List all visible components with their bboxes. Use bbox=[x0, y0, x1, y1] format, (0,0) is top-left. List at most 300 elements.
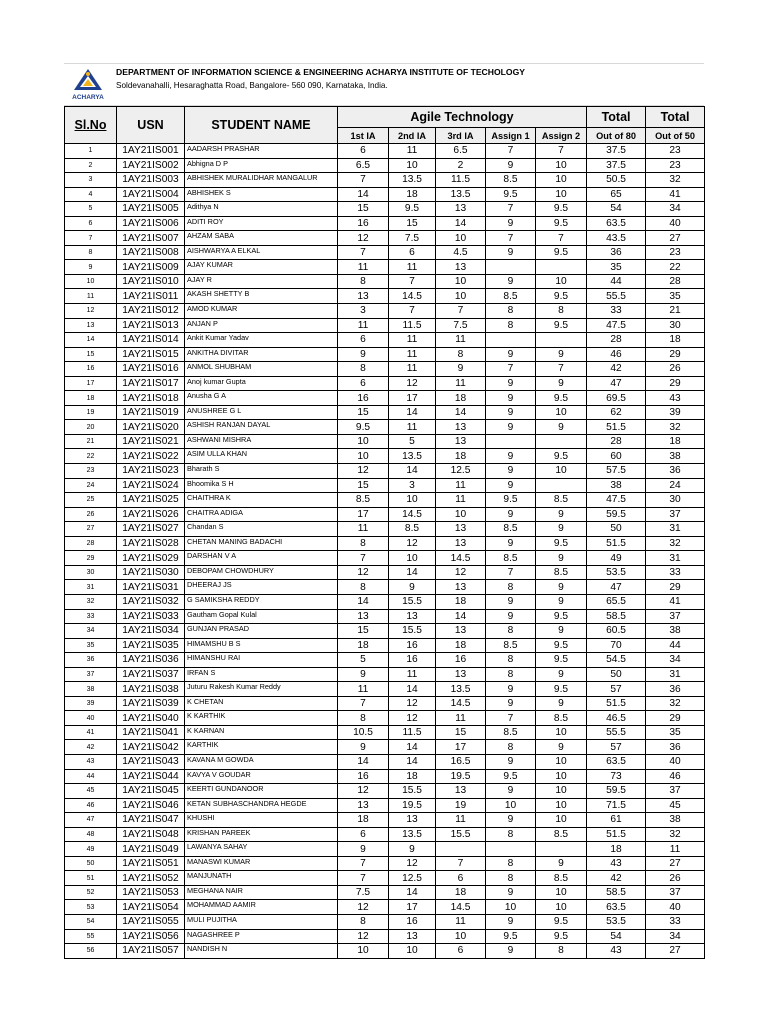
table-row bbox=[65, 754, 705, 769]
assign1-cell: 9 bbox=[486, 784, 536, 799]
total-50-cell: 24 bbox=[646, 478, 705, 493]
total-80-cell: 55.5 bbox=[587, 289, 646, 304]
table-header bbox=[65, 107, 705, 144]
ia1-cell: 9 bbox=[338, 740, 389, 755]
assign2-cell: 10 bbox=[536, 173, 587, 188]
usn-cell: 1AY21IS039 bbox=[117, 696, 185, 711]
ia2-cell: 13 bbox=[389, 813, 436, 828]
usn-cell: 1AY21IS005 bbox=[117, 202, 185, 217]
ia2-cell: 8.5 bbox=[389, 522, 436, 537]
assign1-cell: 9 bbox=[486, 449, 536, 464]
sl-no-cell: 6 bbox=[65, 216, 117, 231]
assign2-cell: 10 bbox=[536, 769, 587, 784]
assign1-cell: 7 bbox=[486, 202, 536, 217]
assign1-cell: 9 bbox=[486, 158, 536, 173]
sl-no-cell: 56 bbox=[65, 944, 117, 959]
assign1-cell: 9 bbox=[486, 376, 536, 391]
ia3-cell: 6 bbox=[436, 944, 486, 959]
department-title: DEPARTMENT OF INFORMATION SCIENCE & ENGINEERING ACHARYA INSTITUTE OF TECHOLOGY bbox=[116, 67, 526, 77]
student-name-cell: CHETAN MANING BADACHI bbox=[185, 536, 338, 551]
ia3-cell: 11 bbox=[436, 813, 486, 828]
institute-address: Soldevanahalli, Hesaraghatta Road, Bangalore- 560 090, Karnataka, India. bbox=[116, 81, 388, 90]
total-80-cell: 73 bbox=[587, 769, 646, 784]
table-row bbox=[65, 289, 705, 304]
assign1-cell: 9 bbox=[486, 813, 536, 828]
table-row bbox=[65, 711, 705, 726]
total-50-cell: 18 bbox=[646, 434, 705, 449]
col-header-assign-1: Assign 1 bbox=[486, 128, 536, 144]
total-50-cell: 46 bbox=[646, 769, 705, 784]
total-80-cell: 69.5 bbox=[587, 391, 646, 406]
total-50-cell: 35 bbox=[646, 289, 705, 304]
table-row bbox=[65, 376, 705, 391]
ia3-cell: 10 bbox=[436, 289, 486, 304]
usn-cell: 1AY21IS025 bbox=[117, 493, 185, 508]
total-50-cell: 26 bbox=[646, 871, 705, 886]
assign2-cell: 10 bbox=[536, 187, 587, 202]
student-name-cell: HIMANSHU RAI bbox=[185, 653, 338, 668]
sl-no-cell: 44 bbox=[65, 769, 117, 784]
student-name-cell: LAWANYA SAHAY bbox=[185, 842, 338, 857]
sl-no-cell: 4 bbox=[65, 187, 117, 202]
table-row bbox=[65, 929, 705, 944]
ia2-cell: 12 bbox=[389, 376, 436, 391]
usn-cell: 1AY21IS019 bbox=[117, 405, 185, 420]
total-80-cell: 43 bbox=[587, 944, 646, 959]
table-row bbox=[65, 274, 705, 289]
assign2-cell: 9 bbox=[536, 856, 587, 871]
table-row bbox=[65, 638, 705, 653]
total-50-cell: 38 bbox=[646, 449, 705, 464]
total-50-cell: 37 bbox=[646, 609, 705, 624]
sl-no-cell: 33 bbox=[65, 609, 117, 624]
student-name-cell: AADARSH PRASHAR bbox=[185, 144, 338, 159]
usn-cell: 1AY21IS044 bbox=[117, 769, 185, 784]
ia1-cell: 17 bbox=[338, 507, 389, 522]
assign2-cell: 9.5 bbox=[536, 653, 587, 668]
total-80-cell: 18 bbox=[587, 842, 646, 857]
table-row bbox=[65, 478, 705, 493]
ia3-cell: 6 bbox=[436, 871, 486, 886]
total-80-cell: 42 bbox=[587, 871, 646, 886]
ia1-cell: 13 bbox=[338, 798, 389, 813]
ia3-cell: 13 bbox=[436, 536, 486, 551]
total-50-cell: 38 bbox=[646, 813, 705, 828]
ia3-cell: 11 bbox=[436, 478, 486, 493]
student-name-cell: ASHISH RANJAN DAYAL bbox=[185, 420, 338, 435]
ia2-cell: 13.5 bbox=[389, 827, 436, 842]
sl-no-cell: 25 bbox=[65, 493, 117, 508]
ia2-cell: 16 bbox=[389, 914, 436, 929]
student-name-cell: KEERTI GUNDANOOR bbox=[185, 784, 338, 799]
usn-cell: 1AY21IS009 bbox=[117, 260, 185, 275]
sl-no-cell: 41 bbox=[65, 725, 117, 740]
col-header-usn: USN bbox=[117, 107, 185, 144]
total-80-cell: 42 bbox=[587, 362, 646, 377]
usn-cell: 1AY21IS015 bbox=[117, 347, 185, 362]
assign2-cell: 9 bbox=[536, 594, 587, 609]
assign1-cell: 8 bbox=[486, 624, 536, 639]
table-row bbox=[65, 522, 705, 537]
usn-cell: 1AY21IS034 bbox=[117, 624, 185, 639]
sl-no-cell: 51 bbox=[65, 871, 117, 886]
ia2-cell: 14 bbox=[389, 885, 436, 900]
total-80-cell: 50 bbox=[587, 667, 646, 682]
ia1-cell: 5 bbox=[338, 653, 389, 668]
assign1-cell: 8.5 bbox=[486, 725, 536, 740]
student-name-cell: Bharath S bbox=[185, 464, 338, 479]
table-row bbox=[65, 551, 705, 566]
usn-cell: 1AY21IS035 bbox=[117, 638, 185, 653]
assign2-cell: 9.5 bbox=[536, 609, 587, 624]
table-row bbox=[65, 667, 705, 682]
assign2-cell: 10 bbox=[536, 885, 587, 900]
ia2-cell: 15.5 bbox=[389, 594, 436, 609]
total-50-cell: 30 bbox=[646, 318, 705, 333]
ia2-cell: 18 bbox=[389, 187, 436, 202]
ia1-cell: 7 bbox=[338, 871, 389, 886]
total-80-cell: 55.5 bbox=[587, 725, 646, 740]
total-80-cell: 63.5 bbox=[587, 900, 646, 915]
assign2-cell: 9 bbox=[536, 580, 587, 595]
sl-no-cell: 12 bbox=[65, 304, 117, 319]
total-80-cell: 49 bbox=[587, 551, 646, 566]
ia3-cell: 14 bbox=[436, 609, 486, 624]
sl-no-cell: 14 bbox=[65, 333, 117, 348]
total-50-cell: 27 bbox=[646, 231, 705, 246]
ia3-cell: 13 bbox=[436, 420, 486, 435]
usn-cell: 1AY21IS047 bbox=[117, 813, 185, 828]
total-50-cell: 29 bbox=[646, 347, 705, 362]
total-80-cell: 43.5 bbox=[587, 231, 646, 246]
ia3-cell: 6.5 bbox=[436, 144, 486, 159]
student-name-cell: ADITI ROY bbox=[185, 216, 338, 231]
assign2-cell: 10 bbox=[536, 464, 587, 479]
table-row bbox=[65, 740, 705, 755]
total-50-cell: 23 bbox=[646, 158, 705, 173]
col-header-1st-ia: 1st IA bbox=[338, 128, 389, 144]
col-header-assign-2: Assign 2 bbox=[536, 128, 587, 144]
ia1-cell: 15 bbox=[338, 624, 389, 639]
table-row bbox=[65, 405, 705, 420]
total-80-cell: 37.5 bbox=[587, 144, 646, 159]
usn-cell: 1AY21IS045 bbox=[117, 784, 185, 799]
table-body bbox=[65, 144, 705, 959]
total-80-cell: 47.5 bbox=[587, 318, 646, 333]
ia3-cell: 13 bbox=[436, 260, 486, 275]
student-name-cell: Anoj kumar Gupta bbox=[185, 376, 338, 391]
total-80-cell: 58.5 bbox=[587, 885, 646, 900]
col-header-agile-technology: Agile Technology bbox=[338, 107, 587, 128]
total-80-cell: 59.5 bbox=[587, 507, 646, 522]
student-name-cell: Gautham Gopal Kulal bbox=[185, 609, 338, 624]
usn-cell: 1AY21IS002 bbox=[117, 158, 185, 173]
table-row bbox=[65, 333, 705, 348]
ia2-cell: 10 bbox=[389, 493, 436, 508]
ia3-cell: 15 bbox=[436, 725, 486, 740]
ia1-cell: 9.5 bbox=[338, 420, 389, 435]
ia3-cell: 10 bbox=[436, 929, 486, 944]
assign1-cell bbox=[486, 434, 536, 449]
usn-cell: 1AY21IS028 bbox=[117, 536, 185, 551]
ia2-cell: 7.5 bbox=[389, 231, 436, 246]
table-row bbox=[65, 609, 705, 624]
assign1-cell: 8.5 bbox=[486, 638, 536, 653]
sl-no-cell: 28 bbox=[65, 536, 117, 551]
sl-no-cell: 55 bbox=[65, 929, 117, 944]
table-row bbox=[65, 871, 705, 886]
ia1-cell: 8 bbox=[338, 362, 389, 377]
ia3-cell: 13 bbox=[436, 784, 486, 799]
total-80-cell: 57 bbox=[587, 682, 646, 697]
usn-cell: 1AY21IS048 bbox=[117, 827, 185, 842]
ia3-cell: 8 bbox=[436, 347, 486, 362]
assign1-cell: 8.5 bbox=[486, 289, 536, 304]
usn-cell: 1AY21IS001 bbox=[117, 144, 185, 159]
total-50-cell: 32 bbox=[646, 536, 705, 551]
ia3-cell: 16.5 bbox=[436, 754, 486, 769]
total-50-cell: 23 bbox=[646, 245, 705, 260]
ia3-cell: 14 bbox=[436, 216, 486, 231]
assign1-cell: 10 bbox=[486, 798, 536, 813]
assign1-cell: 8.5 bbox=[486, 173, 536, 188]
assign1-cell: 9.5 bbox=[486, 929, 536, 944]
student-name-cell: Ankit Kumar Yadav bbox=[185, 333, 338, 348]
usn-cell: 1AY21IS026 bbox=[117, 507, 185, 522]
col-header-out-of-50: Out of 50 bbox=[646, 128, 705, 144]
ia1-cell: 18 bbox=[338, 813, 389, 828]
ia2-cell: 13.5 bbox=[389, 449, 436, 464]
usn-cell: 1AY21IS013 bbox=[117, 318, 185, 333]
ia1-cell: 18 bbox=[338, 638, 389, 653]
total-80-cell: 63.5 bbox=[587, 216, 646, 231]
assign1-cell: 7 bbox=[486, 231, 536, 246]
total-80-cell: 33 bbox=[587, 304, 646, 319]
ia2-cell: 11.5 bbox=[389, 318, 436, 333]
total-80-cell: 51.5 bbox=[587, 696, 646, 711]
usn-cell: 1AY21IS017 bbox=[117, 376, 185, 391]
student-name-cell: KHUSHI bbox=[185, 813, 338, 828]
usn-cell: 1AY21IS049 bbox=[117, 842, 185, 857]
assign2-cell: 9.5 bbox=[536, 536, 587, 551]
ia3-cell: 11 bbox=[436, 376, 486, 391]
marks-sheet bbox=[64, 63, 704, 959]
total-50-cell: 29 bbox=[646, 711, 705, 726]
table-row bbox=[65, 216, 705, 231]
sl-no-cell: 1 bbox=[65, 144, 117, 159]
sl-no-cell: 5 bbox=[65, 202, 117, 217]
table-row bbox=[65, 696, 705, 711]
assign2-cell: 9 bbox=[536, 667, 587, 682]
total-50-cell: 40 bbox=[646, 754, 705, 769]
ia2-cell: 14 bbox=[389, 740, 436, 755]
total-50-cell: 39 bbox=[646, 405, 705, 420]
student-name-cell: ANKITHA DIVITAR bbox=[185, 347, 338, 362]
ia1-cell: 8 bbox=[338, 914, 389, 929]
table-row bbox=[65, 434, 705, 449]
assign2-cell: 10 bbox=[536, 900, 587, 915]
total-50-cell: 27 bbox=[646, 944, 705, 959]
ia1-cell: 14 bbox=[338, 594, 389, 609]
assign1-cell: 9.5 bbox=[486, 187, 536, 202]
assign2-cell: 9 bbox=[536, 420, 587, 435]
student-name-cell: DARSHAN V A bbox=[185, 551, 338, 566]
sl-no-cell: 19 bbox=[65, 405, 117, 420]
table-row bbox=[65, 362, 705, 377]
assign1-cell: 8 bbox=[486, 667, 536, 682]
total-80-cell: 61 bbox=[587, 813, 646, 828]
ia2-cell: 11 bbox=[389, 420, 436, 435]
student-name-cell: MOHAMMAD AAMIR bbox=[185, 900, 338, 915]
assign1-cell: 7 bbox=[486, 144, 536, 159]
ia3-cell: 15.5 bbox=[436, 827, 486, 842]
total-80-cell: 47 bbox=[587, 376, 646, 391]
table-row bbox=[65, 231, 705, 246]
col-header-2nd-ia: 2nd IA bbox=[389, 128, 436, 144]
assign2-cell bbox=[536, 478, 587, 493]
ia1-cell: 3 bbox=[338, 304, 389, 319]
total-50-cell: 27 bbox=[646, 856, 705, 871]
assign2-cell: 9.5 bbox=[536, 682, 587, 697]
assign2-cell bbox=[536, 333, 587, 348]
ia3-cell: 14 bbox=[436, 405, 486, 420]
usn-cell: 1AY21IS042 bbox=[117, 740, 185, 755]
assign1-cell: 9 bbox=[486, 420, 536, 435]
ia3-cell: 9 bbox=[436, 362, 486, 377]
assign1-cell: 9 bbox=[486, 682, 536, 697]
total-50-cell: 26 bbox=[646, 362, 705, 377]
col-header-3rd-ia: 3rd IA bbox=[436, 128, 486, 144]
total-80-cell: 60 bbox=[587, 449, 646, 464]
student-name-cell: KAVANA M GOWDA bbox=[185, 754, 338, 769]
assign1-cell: 8 bbox=[486, 856, 536, 871]
total-50-cell: 32 bbox=[646, 420, 705, 435]
ia1-cell: 7 bbox=[338, 551, 389, 566]
ia1-cell: 12 bbox=[338, 231, 389, 246]
assign1-cell: 8 bbox=[486, 653, 536, 668]
total-50-cell: 36 bbox=[646, 464, 705, 479]
student-name-cell: AHZAM SABA bbox=[185, 231, 338, 246]
ia3-cell: 18 bbox=[436, 391, 486, 406]
usn-cell: 1AY21IS037 bbox=[117, 667, 185, 682]
total-50-cell: 41 bbox=[646, 594, 705, 609]
ia1-cell: 9 bbox=[338, 842, 389, 857]
usn-cell: 1AY21IS051 bbox=[117, 856, 185, 871]
sl-no-cell: 3 bbox=[65, 173, 117, 188]
assign2-cell: 9 bbox=[536, 507, 587, 522]
assign2-cell: 9.5 bbox=[536, 638, 587, 653]
sl-no-cell: 47 bbox=[65, 813, 117, 828]
sl-no-cell: 43 bbox=[65, 754, 117, 769]
ia3-cell: 18 bbox=[436, 638, 486, 653]
assign2-cell: 10 bbox=[536, 754, 587, 769]
sl-no-cell: 16 bbox=[65, 362, 117, 377]
student-name-cell: ASIM ULLA KHAN bbox=[185, 449, 338, 464]
ia2-cell: 12 bbox=[389, 696, 436, 711]
total-50-cell: 45 bbox=[646, 798, 705, 813]
assign1-cell: 9 bbox=[486, 216, 536, 231]
sl-no-cell: 45 bbox=[65, 784, 117, 799]
ia2-cell: 9 bbox=[389, 580, 436, 595]
usn-cell: 1AY21IS033 bbox=[117, 609, 185, 624]
total-50-cell: 37 bbox=[646, 885, 705, 900]
ia3-cell: 11 bbox=[436, 493, 486, 508]
student-name-cell: ABHISHEK MURALIDHAR MANGALUR bbox=[185, 173, 338, 188]
assign2-cell: 8.5 bbox=[536, 711, 587, 726]
ia2-cell: 9.5 bbox=[389, 202, 436, 217]
usn-cell: 1AY21IS041 bbox=[117, 725, 185, 740]
usn-cell: 1AY21IS023 bbox=[117, 464, 185, 479]
assign1-cell: 9.5 bbox=[486, 769, 536, 784]
table-row bbox=[65, 784, 705, 799]
ia2-cell: 11 bbox=[389, 260, 436, 275]
table-row bbox=[65, 798, 705, 813]
sl-no-cell: 42 bbox=[65, 740, 117, 755]
ia1-cell: 15 bbox=[338, 478, 389, 493]
total-80-cell: 65 bbox=[587, 187, 646, 202]
ia2-cell: 17 bbox=[389, 391, 436, 406]
ia3-cell: 18 bbox=[436, 449, 486, 464]
sl-no-cell: 9 bbox=[65, 260, 117, 275]
assign1-cell: 9 bbox=[486, 885, 536, 900]
ia2-cell: 12 bbox=[389, 536, 436, 551]
ia1-cell: 8 bbox=[338, 536, 389, 551]
ia1-cell: 8 bbox=[338, 274, 389, 289]
ia2-cell: 11 bbox=[389, 144, 436, 159]
assign1-cell: 9 bbox=[486, 478, 536, 493]
ia3-cell: 7 bbox=[436, 304, 486, 319]
student-name-cell: Adithya N bbox=[185, 202, 338, 217]
table-row bbox=[65, 653, 705, 668]
student-name-cell: ANMOL SHUBHAM bbox=[185, 362, 338, 377]
ia1-cell: 15 bbox=[338, 202, 389, 217]
sl-no-cell: 24 bbox=[65, 478, 117, 493]
student-name-cell: CHAITHRA K bbox=[185, 493, 338, 508]
ia1-cell: 16 bbox=[338, 391, 389, 406]
ia3-cell: 10 bbox=[436, 231, 486, 246]
table-row bbox=[65, 158, 705, 173]
ia3-cell: 13 bbox=[436, 202, 486, 217]
ia1-cell: 6.5 bbox=[338, 158, 389, 173]
total-80-cell: 28 bbox=[587, 434, 646, 449]
usn-cell: 1AY21IS010 bbox=[117, 274, 185, 289]
assign1-cell: 9 bbox=[486, 347, 536, 362]
assign2-cell: 10 bbox=[536, 274, 587, 289]
ia2-cell: 13 bbox=[389, 609, 436, 624]
table-row bbox=[65, 856, 705, 871]
sl-no-cell: 8 bbox=[65, 245, 117, 260]
student-name-cell: ABHISHEK S bbox=[185, 187, 338, 202]
ia2-cell: 13 bbox=[389, 929, 436, 944]
ia3-cell: 14.5 bbox=[436, 900, 486, 915]
total-80-cell: 54 bbox=[587, 929, 646, 944]
table-row bbox=[65, 304, 705, 319]
ia2-cell: 14 bbox=[389, 405, 436, 420]
total-50-cell: 29 bbox=[646, 376, 705, 391]
table-row bbox=[65, 420, 705, 435]
usn-cell: 1AY21IS054 bbox=[117, 900, 185, 915]
ia2-cell: 10 bbox=[389, 158, 436, 173]
assign1-cell: 9 bbox=[486, 754, 536, 769]
assign2-cell: 8.5 bbox=[536, 493, 587, 508]
ia3-cell: 12.5 bbox=[436, 464, 486, 479]
student-name-cell: KAVYA V GOUDAR bbox=[185, 769, 338, 784]
total-50-cell: 40 bbox=[646, 900, 705, 915]
ia2-cell: 14 bbox=[389, 565, 436, 580]
sl-no-cell: 15 bbox=[65, 347, 117, 362]
ia1-cell: 13 bbox=[338, 609, 389, 624]
assign1-cell: 9 bbox=[486, 944, 536, 959]
